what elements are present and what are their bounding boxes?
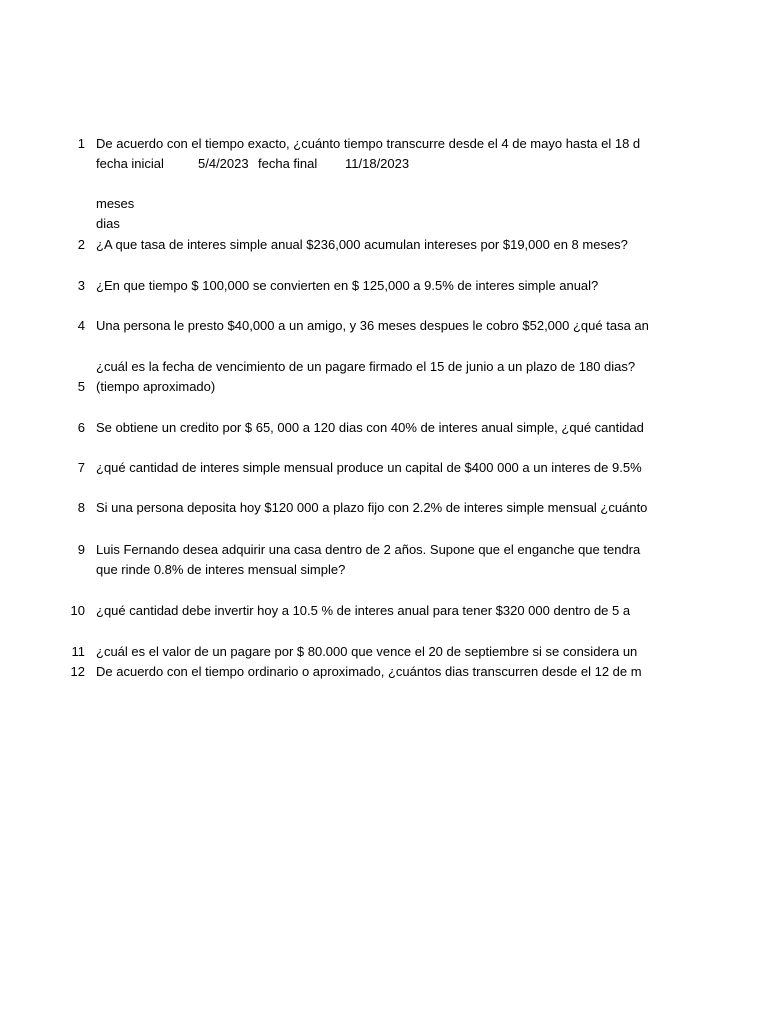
question-row-9-line-1 bbox=[0, 540, 665, 560]
date-row bbox=[0, 154, 665, 174]
question-number: 11 bbox=[71, 644, 85, 659]
fecha-inicial-label: fecha inicial bbox=[96, 156, 164, 171]
question-number: 6 bbox=[77, 420, 85, 435]
question-text: Una persona le presto $40,000 a un amigo, y 36 meses despues le cobro $52,000 ¿qué tasa an bbox=[96, 318, 649, 333]
question-number: 12 bbox=[70, 664, 85, 679]
question-number: 10 bbox=[70, 603, 85, 618]
question-number: 4 bbox=[77, 318, 85, 333]
question-text: De acuerdo con el tiempo exacto, ¿cuánto tiempo transcurre desde el 4 de mayo hasta el 18 d bbox=[96, 136, 641, 151]
question-text-continued: (tiempo aproximado) bbox=[96, 379, 216, 394]
question-number: 9 bbox=[77, 542, 85, 557]
question-number: 7 bbox=[77, 460, 85, 475]
question-row-7 bbox=[0, 458, 665, 478]
question-number: 2 bbox=[77, 237, 85, 252]
dias-row bbox=[0, 214, 665, 234]
meses-label: meses bbox=[96, 196, 135, 211]
question-text-continued: que rinde 0.8% de interes mensual simple? bbox=[96, 562, 346, 577]
question-row-10 bbox=[0, 601, 665, 621]
question-row-4 bbox=[0, 316, 665, 336]
question-row-2 bbox=[0, 235, 665, 255]
question-number: 8 bbox=[77, 500, 85, 515]
fecha-final-value: 11/18/2023 bbox=[345, 156, 410, 171]
meses-row bbox=[0, 194, 665, 214]
question-text: Si una persona deposita hoy $120 000 a plazo fijo con 2.2% de interes simple mensual ¿cuánto bbox=[96, 500, 648, 515]
question-row-11 bbox=[0, 642, 665, 662]
question-number: 3 bbox=[77, 278, 85, 293]
question-text: ¿A que tasa de interes simple anual $236,000 acumulan intereses por $19,000 en 8 meses? bbox=[96, 237, 628, 252]
fecha-inicial-value: 5/4/2023 bbox=[198, 156, 249, 171]
question-number: 5 bbox=[77, 379, 85, 394]
question-text: ¿qué cantidad debe invertir hoy a 10.5 % de interes anual para tener $320 000 dentro de 5 a bbox=[96, 603, 631, 618]
question-text: ¿qué cantidad de interes simple mensual produce un capital de $400 000 a un interes de 9.5% bbox=[96, 460, 642, 475]
dias-label: dias bbox=[96, 216, 120, 231]
question-text: ¿En que tiempo $ 100,000 se convierten en $ 125,000 a 9.5% de interes simple anual? bbox=[96, 278, 599, 293]
question-row-9-line-2 bbox=[0, 560, 665, 580]
question-row-6 bbox=[0, 418, 665, 438]
question-row-8 bbox=[0, 498, 665, 518]
question-row-12 bbox=[0, 662, 665, 682]
question-text: De acuerdo con el tiempo ordinario o aproximado, ¿cuántos dias transcurren desde el 12 de m bbox=[96, 664, 642, 679]
question-text: Luis Fernando desea adquirir una casa dentro de 2 años. Supone que el enganche que tendra bbox=[96, 542, 641, 557]
fecha-final-label: fecha final bbox=[258, 156, 318, 171]
question-text: ¿cuál es el valor de un pagare por $ 80.000 que vence el 20 de septiembre si se considera un bbox=[96, 644, 638, 659]
question-row-5-line-1 bbox=[0, 357, 665, 377]
question-number: 1 bbox=[77, 136, 85, 151]
question-row-5-line-2 bbox=[0, 377, 665, 397]
question-row-3 bbox=[0, 276, 665, 296]
question-text: ¿cuál es la fecha de vencimiento de un pagare firmado el 15 de junio a un plazo de 180 dias? bbox=[96, 359, 636, 374]
question-row-1 bbox=[0, 134, 665, 154]
question-text: Se obtiene un credito por $ 65, 000 a 120 dias con 40% de interes anual simple, ¿qué cantidad bbox=[96, 420, 644, 435]
